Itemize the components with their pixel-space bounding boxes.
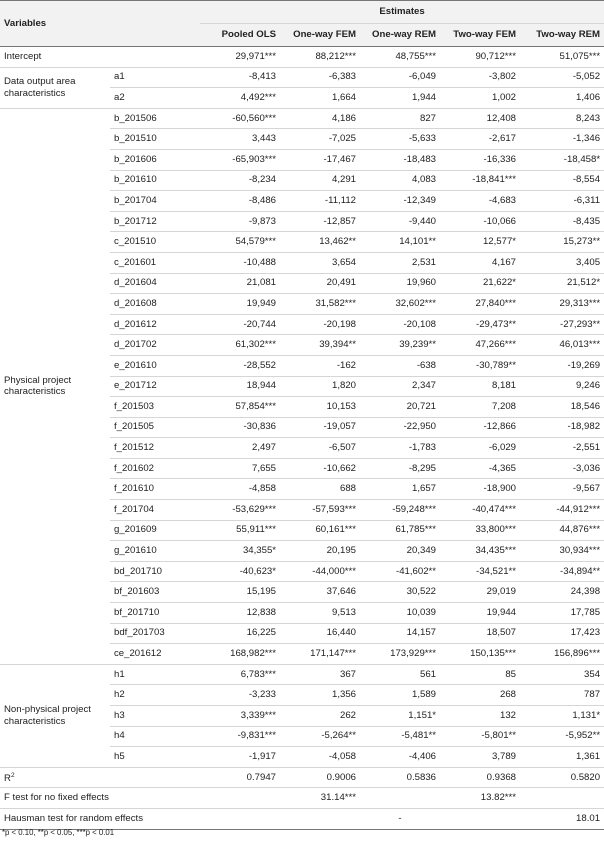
r-squared-superscript: 2 — [10, 771, 15, 779]
cell-value: 132 — [440, 706, 520, 727]
cell-value: -4,365 — [440, 458, 520, 479]
cell-value: 787 — [520, 685, 604, 706]
cell-value: 39,239** — [360, 335, 440, 356]
cell-value — [360, 788, 440, 809]
cell-value: 2,497 — [200, 438, 280, 459]
cell-value: 1,944 — [360, 88, 440, 109]
cell-value — [520, 788, 604, 809]
cell-value: 367 — [280, 664, 360, 685]
cell-value: 61,302*** — [200, 335, 280, 356]
table-body — [0, 47, 604, 768]
variable-label: e_201712 — [110, 376, 200, 397]
variable-label: h4 — [110, 726, 200, 747]
cell-value: -4,683 — [440, 191, 520, 212]
cell-value: -5,801** — [440, 726, 520, 747]
model-header: Two-way FEM — [440, 24, 520, 47]
cell-value: -4,858 — [200, 479, 280, 500]
cell-value: 156,896*** — [520, 644, 604, 665]
cell-value: 4,291 — [280, 170, 360, 191]
cell-value: -16,336 — [440, 149, 520, 170]
cell-value: -20,108 — [360, 314, 440, 335]
table-footer-rows — [0, 767, 604, 829]
intercept-row — [0, 47, 604, 68]
cell-value: -8,295 — [360, 458, 440, 479]
cell-value: -9,440 — [360, 211, 440, 232]
variable-label: c_201510 — [110, 232, 200, 253]
cell-value: 0.5836 — [360, 767, 440, 788]
cell-value: 1,356 — [280, 685, 360, 706]
cell-value: 17,785 — [520, 603, 604, 624]
cell-value: -9,567 — [520, 479, 604, 500]
cell-value: 44,876*** — [520, 520, 604, 541]
cell-value: 10,153 — [280, 397, 360, 418]
variable-label: b_201610 — [110, 170, 200, 191]
model-header: Two-way REM — [520, 24, 604, 47]
cell-value: 88,212*** — [280, 47, 360, 68]
cell-value: -6,311 — [520, 191, 604, 212]
cell-value: 7,655 — [200, 458, 280, 479]
cell-value: -18,458* — [520, 149, 604, 170]
cell-value: 12,838 — [200, 603, 280, 624]
cell-value: 37,646 — [280, 582, 360, 603]
cell-value: -34,894** — [520, 561, 604, 582]
cell-value: -18,483 — [360, 149, 440, 170]
variable-label: bd_201710 — [110, 561, 200, 582]
cell-value: -18,900 — [440, 479, 520, 500]
cell-value: 3,654 — [280, 252, 360, 273]
cell-value: -34,521** — [440, 561, 520, 582]
cell-value: -10,488 — [200, 252, 280, 273]
variable-label: f_201505 — [110, 417, 200, 438]
cell-value: -1,917 — [200, 747, 280, 768]
cell-value: -5,952** — [520, 726, 604, 747]
row-label — [0, 767, 200, 788]
cell-value: -6,029 — [440, 438, 520, 459]
cell-value: 34,435*** — [440, 541, 520, 562]
cell-value: 17,423 — [520, 623, 604, 644]
cell-value: -2,617 — [440, 129, 520, 150]
cell-value: -4,406 — [360, 747, 440, 768]
table-row — [0, 108, 604, 129]
cell-value: 4,083 — [360, 170, 440, 191]
cell-value: 34,355* — [200, 541, 280, 562]
variable-label: b_201506 — [110, 108, 200, 129]
cell-value: 48,755*** — [360, 47, 440, 68]
cell-value: 688 — [280, 479, 360, 500]
cell-value: -19,269 — [520, 355, 604, 376]
cell-value: 268 — [440, 685, 520, 706]
cell-value: -12,857 — [280, 211, 360, 232]
cell-value: 57,854*** — [200, 397, 280, 418]
cell-value: -3,802 — [440, 67, 520, 88]
variable-label: bdf_201703 — [110, 623, 200, 644]
cell-value: 150,135*** — [440, 644, 520, 665]
variable-label: b_201704 — [110, 191, 200, 212]
cell-value: 9,513 — [280, 603, 360, 624]
cell-value: -28,552 — [200, 355, 280, 376]
cell-value: 20,349 — [360, 541, 440, 562]
cell-value: -1,346 — [520, 129, 604, 150]
table-row — [0, 67, 604, 88]
cell-value — [440, 808, 520, 829]
group-label: Physical project characteristics — [0, 108, 110, 664]
cell-value: 3,789 — [440, 747, 520, 768]
cell-value: -5,481** — [360, 726, 440, 747]
variables-header: Variables — [0, 1, 200, 47]
cell-value: 14,101** — [360, 232, 440, 253]
cell-value: -20,744 — [200, 314, 280, 335]
cell-value: -44,000*** — [280, 561, 360, 582]
cell-value: 0.9006 — [280, 767, 360, 788]
cell-value: -10,662 — [280, 458, 360, 479]
cell-value: 262 — [280, 706, 360, 727]
cell-value: -19,057 — [280, 417, 360, 438]
cell-value: 16,225 — [200, 623, 280, 644]
cell-value: 12,577* — [440, 232, 520, 253]
cell-value: 1,820 — [280, 376, 360, 397]
cell-value: -22,950 — [360, 417, 440, 438]
cell-value: -41,602** — [360, 561, 440, 582]
cell-value: 27,840*** — [440, 294, 520, 315]
cell-value: 21,622* — [440, 273, 520, 294]
cell-value: 21,081 — [200, 273, 280, 294]
cell-value: -30,836 — [200, 417, 280, 438]
row-label: Intercept — [0, 47, 200, 68]
variable-label: ce_201612 — [110, 644, 200, 665]
significance-note: *p < 0.10, **p < 0.05, ***p < 0.01 — [2, 828, 115, 837]
row-label: Hausman test for random effects — [0, 808, 200, 829]
group-label: Non-physical project characteristics — [0, 664, 110, 767]
cell-value: -8,413 — [200, 67, 280, 88]
cell-value: -638 — [360, 355, 440, 376]
cell-value: -9,873 — [200, 211, 280, 232]
cell-value: -53,629*** — [200, 500, 280, 521]
cell-value: 29,313*** — [520, 294, 604, 315]
cell-value: -29,473** — [440, 314, 520, 335]
cell-value: 19,944 — [440, 603, 520, 624]
cell-value: -40,623* — [200, 561, 280, 582]
variable-label: b_201712 — [110, 211, 200, 232]
cell-value: - — [360, 808, 440, 829]
cell-value: 13,462** — [280, 232, 360, 253]
cell-value: 1,664 — [280, 88, 360, 109]
cell-value: 24,398 — [520, 582, 604, 603]
model-header: One-way FEM — [280, 24, 360, 47]
hausman-row — [0, 808, 604, 829]
cell-value: 0.9368 — [440, 767, 520, 788]
variable-label: d_201612 — [110, 314, 200, 335]
variable-label: a2 — [110, 88, 200, 109]
cell-value: 54,579*** — [200, 232, 280, 253]
cell-value: 561 — [360, 664, 440, 685]
group-label: Data output area characteristics — [0, 67, 110, 108]
cell-value: -8,435 — [520, 211, 604, 232]
variable-label: f_201512 — [110, 438, 200, 459]
cell-value: -10,066 — [440, 211, 520, 232]
variable-label: h5 — [110, 747, 200, 768]
variable-label: f_201610 — [110, 479, 200, 500]
cell-value: -6,049 — [360, 67, 440, 88]
estimates-header: Estimates — [200, 1, 604, 24]
cell-value: -20,198 — [280, 314, 360, 335]
cell-value: -17,467 — [280, 149, 360, 170]
cell-value: -8,554 — [520, 170, 604, 191]
variable-label: a1 — [110, 67, 200, 88]
cell-value: 90,712*** — [440, 47, 520, 68]
variable-label: c_201601 — [110, 252, 200, 273]
cell-value: -65,903*** — [200, 149, 280, 170]
cell-value: -12,349 — [360, 191, 440, 212]
cell-value: 1,657 — [360, 479, 440, 500]
cell-value: 7,208 — [440, 397, 520, 418]
cell-value: 16,440 — [280, 623, 360, 644]
cell-value: 31.14*** — [280, 788, 360, 809]
cell-value: 31,582*** — [280, 294, 360, 315]
cell-value: 29,019 — [440, 582, 520, 603]
cell-value: -6,383 — [280, 67, 360, 88]
cell-value: 30,934*** — [520, 541, 604, 562]
cell-value: 1,589 — [360, 685, 440, 706]
model-header: Pooled OLS — [200, 24, 280, 47]
cell-value: 171,147*** — [280, 644, 360, 665]
cell-value: 61,785*** — [360, 520, 440, 541]
variable-label: d_201702 — [110, 335, 200, 356]
cell-value: 1,406 — [520, 88, 604, 109]
cell-value: 6,783*** — [200, 664, 280, 685]
cell-value: 15,273** — [520, 232, 604, 253]
variable-label: h1 — [110, 664, 200, 685]
cell-value: 30,522 — [360, 582, 440, 603]
cell-value: -3,036 — [520, 458, 604, 479]
cell-value: 18,507 — [440, 623, 520, 644]
cell-value: -57,593*** — [280, 500, 360, 521]
cell-value: 4,167 — [440, 252, 520, 273]
cell-value: -8,486 — [200, 191, 280, 212]
variable-label: h3 — [110, 706, 200, 727]
cell-value: 60,161*** — [280, 520, 360, 541]
cell-value: -8,234 — [200, 170, 280, 191]
cell-value: 12,408 — [440, 108, 520, 129]
cell-value: 39,394** — [280, 335, 360, 356]
variable-label: h2 — [110, 685, 200, 706]
cell-value: -5,633 — [360, 129, 440, 150]
cell-value: 18.01 — [520, 808, 604, 829]
cell-value: -9,831*** — [200, 726, 280, 747]
cell-value: 19,949 — [200, 294, 280, 315]
variable-label: d_201604 — [110, 273, 200, 294]
cell-value: -162 — [280, 355, 360, 376]
table-row — [0, 664, 604, 685]
cell-value: 0.5820 — [520, 767, 604, 788]
cell-value: 1,131* — [520, 706, 604, 727]
cell-value: 85 — [440, 664, 520, 685]
r-squared-row — [0, 767, 604, 788]
cell-value: 33,800*** — [440, 520, 520, 541]
cell-value — [280, 808, 360, 829]
cell-value: -18,841*** — [440, 170, 520, 191]
cell-value: 9,246 — [520, 376, 604, 397]
cell-value: -12,866 — [440, 417, 520, 438]
cell-value: 20,195 — [280, 541, 360, 562]
cell-value: -30,789** — [440, 355, 520, 376]
cell-value: 18,546 — [520, 397, 604, 418]
cell-value: 2,531 — [360, 252, 440, 273]
cell-value: -60,560*** — [200, 108, 280, 129]
cell-value: -44,912*** — [520, 500, 604, 521]
variable-label: f_201602 — [110, 458, 200, 479]
cell-value: -6,507 — [280, 438, 360, 459]
cell-value: 173,929*** — [360, 644, 440, 665]
cell-value: 2,347 — [360, 376, 440, 397]
cell-value: 4,186 — [280, 108, 360, 129]
cell-value: 8,243 — [520, 108, 604, 129]
cell-value: 18,944 — [200, 376, 280, 397]
cell-value: 29,971*** — [200, 47, 280, 68]
cell-value — [200, 788, 280, 809]
cell-value: -2,551 — [520, 438, 604, 459]
variable-label: bf_201710 — [110, 603, 200, 624]
cell-value: -40,474*** — [440, 500, 520, 521]
cell-value: 8,181 — [440, 376, 520, 397]
cell-value: 827 — [360, 108, 440, 129]
variable-label: bf_201603 — [110, 582, 200, 603]
variable-label: b_201606 — [110, 149, 200, 170]
variable-label: g_201609 — [110, 520, 200, 541]
cell-value: 0.7947 — [200, 767, 280, 788]
cell-value: -3,233 — [200, 685, 280, 706]
cell-value: 3,339*** — [200, 706, 280, 727]
variable-label: f_201503 — [110, 397, 200, 418]
cell-value: 1,002 — [440, 88, 520, 109]
cell-value: 168,982*** — [200, 644, 280, 665]
cell-value: 13.82*** — [440, 788, 520, 809]
variable-label: e_201610 — [110, 355, 200, 376]
cell-value: 3,443 — [200, 129, 280, 150]
variable-label: f_201704 — [110, 500, 200, 521]
cell-value: -4,058 — [280, 747, 360, 768]
cell-value: -18,982 — [520, 417, 604, 438]
f-test-row — [0, 788, 604, 809]
cell-value: 21,512* — [520, 273, 604, 294]
cell-value: 20,721 — [360, 397, 440, 418]
cell-value: 15,195 — [200, 582, 280, 603]
cell-value: -5,052 — [520, 67, 604, 88]
cell-value: 1,361 — [520, 747, 604, 768]
r-squared-label: R — [4, 773, 11, 785]
cell-value: -7,025 — [280, 129, 360, 150]
variable-label: g_201610 — [110, 541, 200, 562]
cell-value: 14,157 — [360, 623, 440, 644]
cell-value: 55,911*** — [200, 520, 280, 541]
cell-value: 10,039 — [360, 603, 440, 624]
variable-label: b_201510 — [110, 129, 200, 150]
variable-label: d_201608 — [110, 294, 200, 315]
cell-value: -5,264** — [280, 726, 360, 747]
row-label: F test for no fixed effects — [0, 788, 200, 809]
cell-value: -59,248*** — [360, 500, 440, 521]
cell-value: 20,491 — [280, 273, 360, 294]
cell-value: 47,266*** — [440, 335, 520, 356]
cell-value: 3,405 — [520, 252, 604, 273]
cell-value: 32,602*** — [360, 294, 440, 315]
cell-value: 51,075*** — [520, 47, 604, 68]
cell-value: -11,112 — [280, 191, 360, 212]
cell-value: -1,783 — [360, 438, 440, 459]
cell-value: 4,492*** — [200, 88, 280, 109]
cell-value: 19,960 — [360, 273, 440, 294]
cell-value: -27,293** — [520, 314, 604, 335]
cell-value: 46,013*** — [520, 335, 604, 356]
model-header: One-way REM — [360, 24, 440, 47]
cell-value: 1,151* — [360, 706, 440, 727]
cell-value: 354 — [520, 664, 604, 685]
cell-value — [200, 808, 280, 829]
